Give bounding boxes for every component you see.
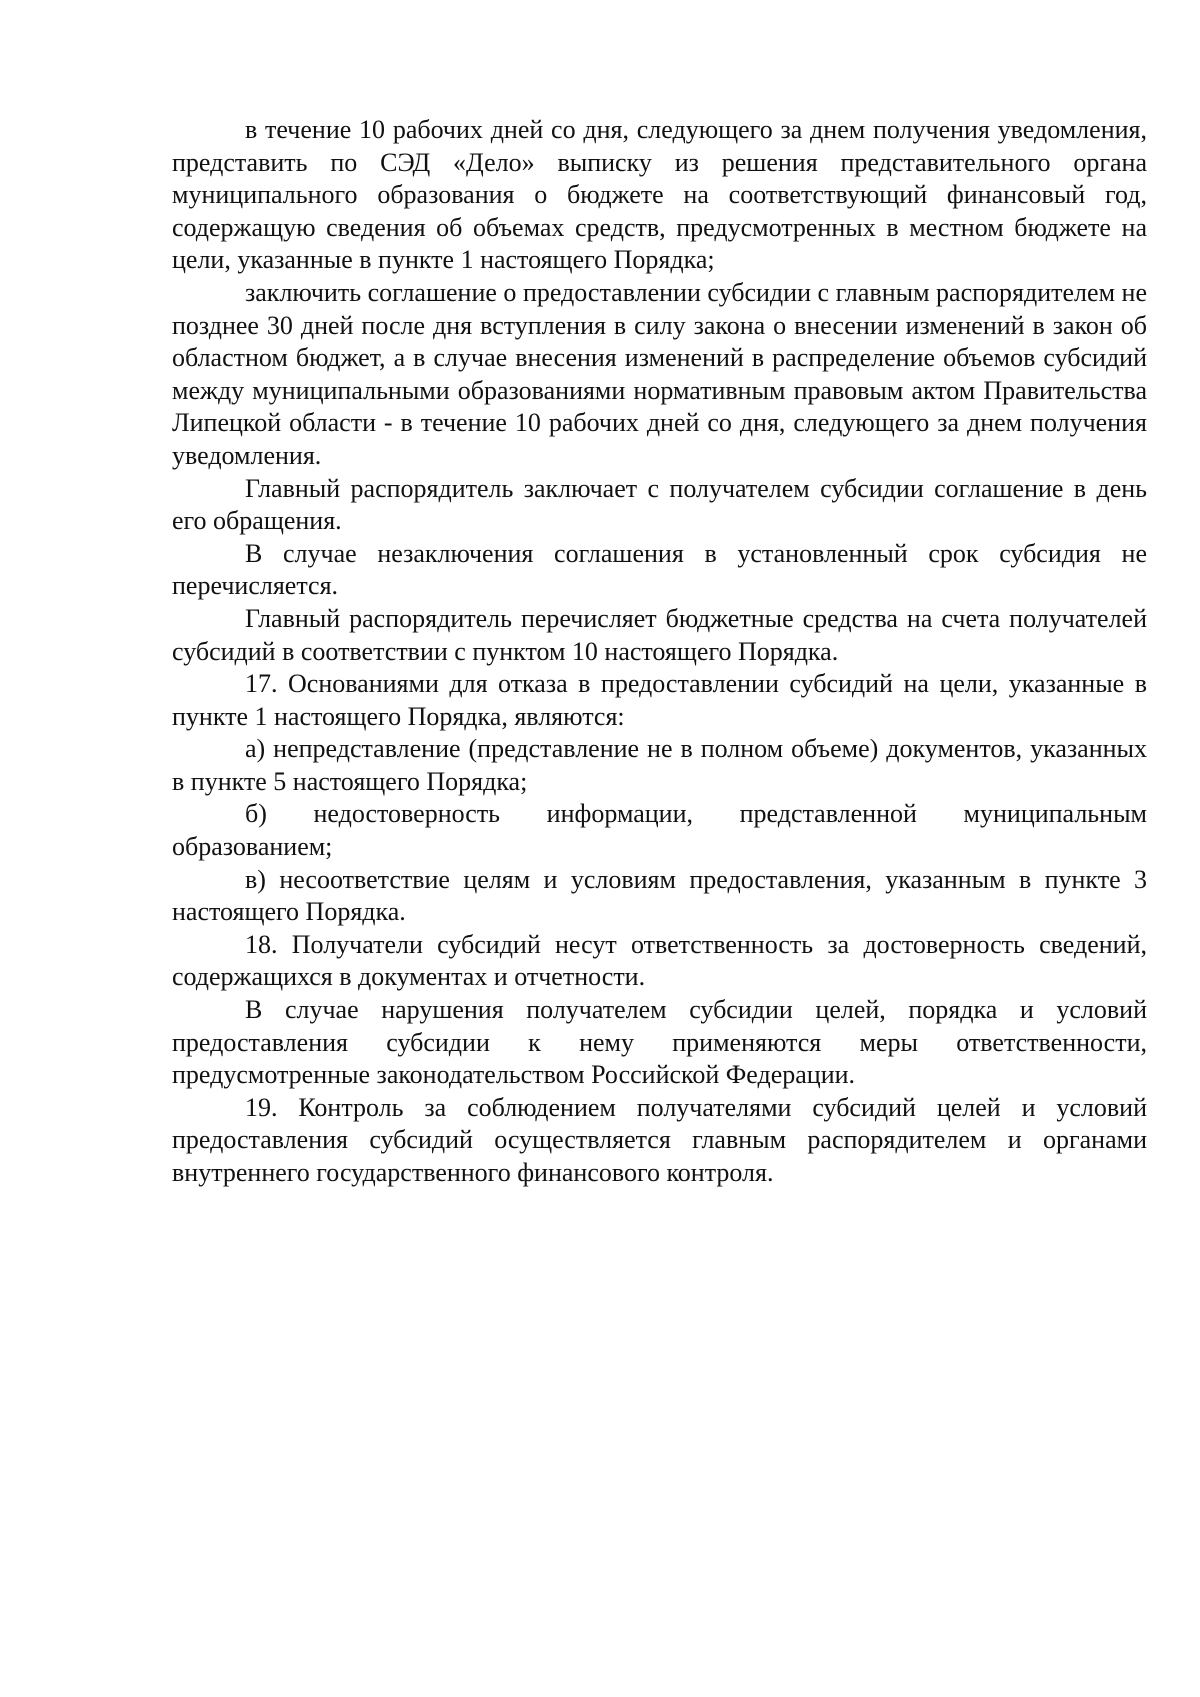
paragraph-submit-extract: в течение 10 рабочих дней со дня, следующего за днем получения уведомления, представить по СЭД «Дело» выписку из решения представительного органа муниципального образования о бюджете на соответствующий финансовый год, содержащую сведения об объемах средств, предусмотренных в местном бюджете на цели, указанные в пункте 1 настоящего Порядка; bbox=[172, 115, 1147, 275]
paragraph-item-17b: б) недостоверность информации, представленной муниципальным образованием; bbox=[172, 799, 1147, 862]
paragraph-violation-measures: В случае нарушения получателем субсидии целей, порядка и условий предоставления субсидии к нему применяются меры ответственности, предусмотренные законодательством Российской Федерации. bbox=[172, 995, 1147, 1090]
paragraph-item-17a: а) непредставление (представление не в полном объеме) документов, указанных в пункте 5 настоящего Порядка; bbox=[172, 734, 1147, 796]
paragraph-item-17: 17. Основаниями для отказа в предоставлении субсидий на цели, указанные в пункте 1 настоящего Порядка, являются: bbox=[172, 669, 1147, 731]
paragraph-no-agreement: В случае незаключения соглашения в установленный срок субсидия не перечисляется. bbox=[172, 538, 1147, 601]
paragraph-conclude-agreement: заключить соглашение о предоставлении субсидии с главным распорядителем не позднее 30 дней после дня вступления в силу закона о внесении изменений в закон об областном бюджет, а в случае внесения изменений в распределение объемов субсидий между муниципальными образованиями нормативным правовым актом Правительства Липецкой области - в течение 10 рабочих дней со дня, следующего за днем получения уведомления. bbox=[172, 277, 1147, 470]
paragraph-transfer-funds: Главный распорядитель перечисляет бюджетные средства на счета получателей субсидий в соответствии с пунктом 10 настоящего Порядка. bbox=[172, 603, 1147, 666]
paragraph-item-18: 18. Получатели субсидий несут ответственность за достоверность сведений, содержащихся в документах и отчетности. bbox=[172, 929, 1147, 992]
paragraph-agreement-day: Главный распорядитель заключает с получателем субсидии соглашение в день его обращения. bbox=[172, 473, 1147, 536]
paragraph-item-19: 19. Контроль за соблюдением получателями субсидий целей и условий предоставления субсидий осуществляется главным распорядителем и органами внутреннего государственного финансового контроля. bbox=[172, 1092, 1147, 1187]
paragraph-item-17v: в) несоответствие целям и условиям предоставления, указанным в пункте 3 настоящего Порядка. bbox=[172, 864, 1147, 927]
document-body bbox=[172, 114, 1147, 1190]
